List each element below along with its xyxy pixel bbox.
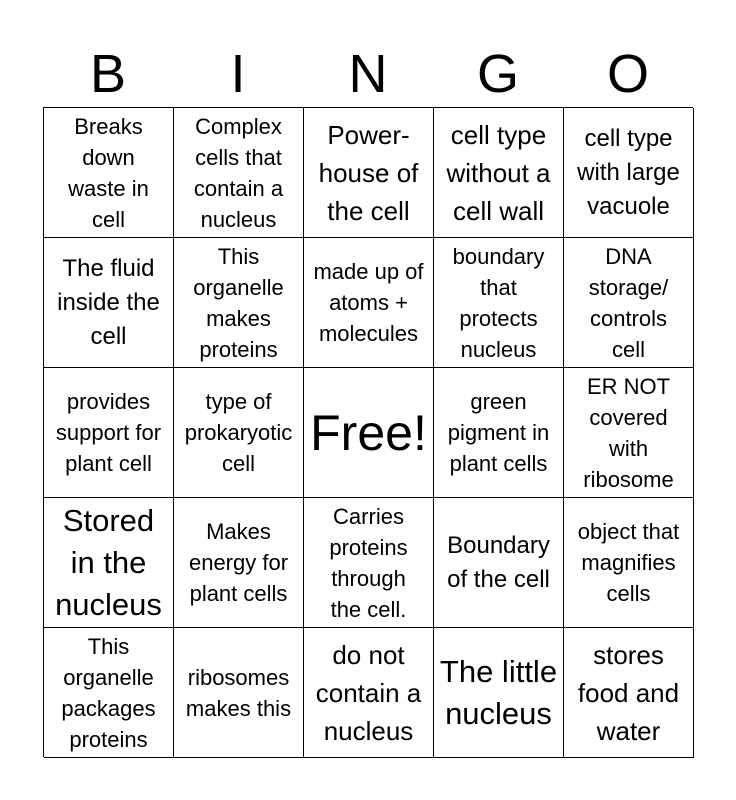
- bingo-cell[interactable]: [304, 628, 434, 758]
- bingo-cell[interactable]: [174, 238, 304, 368]
- cell-text: Boundary of the cell: [447, 531, 550, 593]
- cell-text: ribosomes makes this: [185, 664, 292, 721]
- bingo-header: [43, 42, 693, 106]
- header-letter-o: O: [606, 44, 649, 104]
- cell-text: stores food and water: [577, 639, 680, 746]
- bingo-cell[interactable]: [44, 108, 174, 238]
- cell-text: do not contain a nucleus: [315, 639, 422, 746]
- header-letter-g: G: [476, 44, 519, 104]
- cell-text: Power-house of the cell: [318, 119, 419, 226]
- bingo-cell[interactable]: [434, 498, 564, 628]
- cell-text: This organelle packages proteins: [61, 633, 156, 752]
- bingo-cell[interactable]: [564, 498, 694, 628]
- bingo-cell[interactable]: [44, 628, 174, 758]
- cell-text: Complex cells that contain a nucleus: [193, 113, 284, 232]
- cell-text: This organelle makes proteins: [193, 243, 284, 362]
- bingo-cell[interactable]: [174, 368, 304, 498]
- cell-text: type of prokaryotic cell: [184, 389, 293, 476]
- cell-text: Stored in the nucleus: [55, 502, 162, 622]
- cell-text: green pigment in plant cells: [447, 389, 550, 476]
- header-letter-i: I: [230, 44, 246, 104]
- bingo-cell[interactable]: [434, 368, 564, 498]
- header-letter-b: B: [89, 44, 127, 104]
- bingo-cell[interactable]: [174, 628, 304, 758]
- cell-text: DNA storage/ controls cell: [588, 243, 669, 362]
- bingo-cell[interactable]: [304, 498, 434, 628]
- bingo-cell[interactable]: [174, 498, 304, 628]
- cell-text: cell type without a cell wall: [446, 119, 551, 226]
- cell-text: object that magnifies cells: [577, 519, 680, 606]
- bingo-cell[interactable]: [564, 238, 694, 368]
- cell-text: ER NOT covered with ribosome: [583, 373, 674, 492]
- bingo-cell[interactable]: [434, 628, 564, 758]
- bingo-cell[interactable]: [44, 498, 174, 628]
- cell-text: provides support for plant cell: [55, 389, 162, 476]
- bingo-cell[interactable]: [434, 238, 564, 368]
- cell-text: Breaks down waste in cell: [68, 113, 149, 232]
- cell-text: made up of atoms + molecules: [313, 259, 424, 346]
- cell-text: Makes energy for plant cells: [188, 519, 289, 606]
- bingo-cell[interactable]: [434, 108, 564, 238]
- bingo-cell[interactable]: [304, 238, 434, 368]
- cell-text: The fluid inside the cell: [57, 254, 160, 350]
- cell-text: cell type with large vacuole: [577, 124, 680, 220]
- bingo-cell[interactable]: [44, 238, 174, 368]
- cell-text: Carries proteins through the cell.: [329, 503, 408, 622]
- bingo-cell[interactable]: [564, 368, 694, 498]
- bingo-card-grid: [43, 107, 693, 757]
- bingo-cell[interactable]: [564, 108, 694, 238]
- bingo-cell[interactable]: [304, 108, 434, 238]
- cell-text: The little nucleus: [439, 653, 558, 731]
- free-space-label: Free!: [310, 404, 427, 461]
- header-letter-n: N: [348, 44, 388, 104]
- cell-text: boundary that protects nucleus: [452, 243, 545, 362]
- bingo-cell[interactable]: [44, 368, 174, 498]
- free-space-cell[interactable]: [304, 368, 434, 498]
- bingo-cell[interactable]: [564, 628, 694, 758]
- bingo-cell[interactable]: [174, 108, 304, 238]
